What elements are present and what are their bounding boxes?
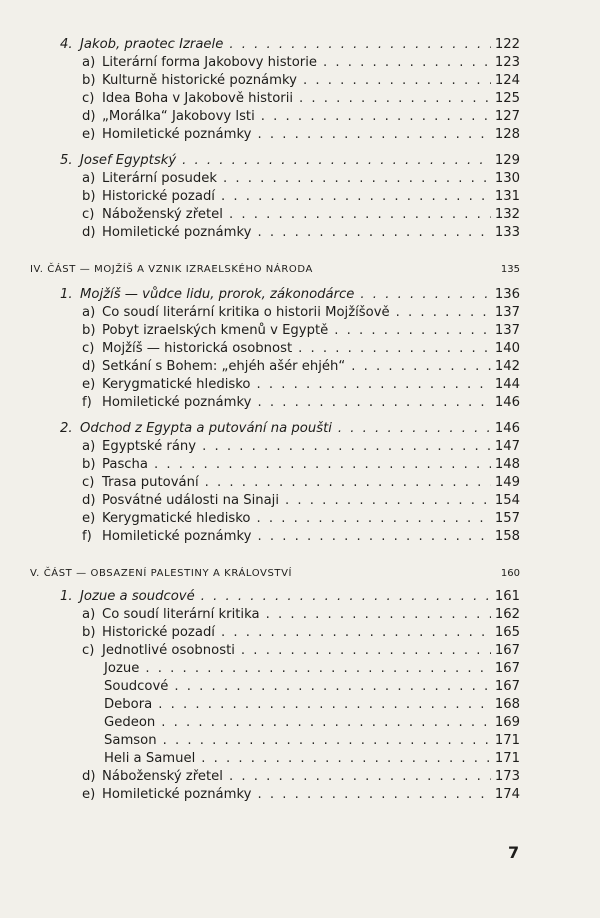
- dot-leader: [229, 768, 491, 786]
- entry-number: e): [82, 787, 96, 802]
- toc-entry: [60, 678, 520, 696]
- entry-number: d): [82, 359, 96, 374]
- toc-entry: [60, 304, 520, 322]
- toc-entry: [60, 768, 520, 786]
- toc-entry: [60, 510, 520, 528]
- entry-page-number: 167: [494, 661, 520, 676]
- entry-page-number: 161: [494, 589, 520, 604]
- dot-leader: [303, 72, 491, 90]
- entry-title: Historické pozadí: [102, 189, 215, 204]
- entry-number: d): [82, 769, 96, 784]
- entry-title: Kerygmatické hledisko: [102, 377, 251, 392]
- entry-number: a): [82, 55, 96, 70]
- entry-page-number: 127: [494, 109, 520, 124]
- entry-number: a): [82, 171, 96, 186]
- entry-page-number: 167: [494, 643, 520, 658]
- dot-leader: [285, 492, 491, 510]
- entry-title: Jozue: [104, 661, 140, 676]
- entry-title: Kulturně historické poznámky: [102, 73, 297, 88]
- toc-entry: [60, 750, 520, 768]
- entry-page-number: 124: [494, 73, 520, 88]
- dot-leader: [201, 750, 491, 768]
- entry-page-number: 157: [494, 511, 520, 526]
- page-number: 7: [508, 843, 520, 862]
- entry-page-number: 169: [494, 715, 520, 730]
- toc-entry: [60, 126, 520, 144]
- entry-page-number: 128: [494, 127, 520, 142]
- entry-page-number: 162: [494, 607, 520, 622]
- toc-section-jakob: [60, 36, 520, 144]
- entry-title: Homiletické poznámky: [102, 787, 252, 802]
- part-page-number: 135: [500, 264, 520, 275]
- entry-number: a): [82, 305, 96, 320]
- entry-page-number: 131: [494, 189, 520, 204]
- dot-leader: [241, 642, 491, 660]
- toc-entry: [60, 170, 520, 188]
- toc-entry: [60, 624, 520, 642]
- toc-entry: [60, 286, 520, 304]
- entry-title: Trasa putování: [102, 475, 199, 490]
- entry-number: 4.: [60, 37, 73, 52]
- entry-number: d): [82, 493, 96, 508]
- entry-title: Literární posudek: [102, 171, 217, 186]
- entry-title: Debora: [104, 697, 153, 712]
- entry-title: Homiletické poznámky: [102, 127, 252, 142]
- dot-leader: [351, 358, 491, 376]
- entry-title: Historické pozadí: [102, 625, 215, 640]
- entry-page-number: 137: [494, 323, 520, 338]
- toc-entry: [60, 54, 520, 72]
- dot-leader: [154, 456, 491, 474]
- dot-leader: [229, 206, 491, 224]
- entry-title: Kerygmatické hledisko: [102, 511, 251, 526]
- dot-leader: [334, 322, 491, 340]
- entry-page-number: 146: [494, 395, 520, 410]
- entry-page-number: 132: [494, 207, 520, 222]
- entry-title: Literární forma Jakobovy historie: [102, 55, 317, 70]
- entry-number: f): [82, 395, 92, 410]
- entry-number: c): [82, 475, 95, 490]
- toc-section-josef: [60, 152, 520, 242]
- dot-leader: [257, 224, 490, 242]
- entry-page-number: 129: [494, 153, 520, 168]
- entry-number: c): [82, 91, 95, 106]
- entry-page-number: 171: [494, 733, 520, 748]
- entry-page-number: 122: [494, 37, 520, 52]
- entry-title: Náboženský zřetel: [102, 769, 223, 784]
- entry-number: b): [82, 457, 96, 472]
- dot-leader: [161, 714, 491, 732]
- dot-leader: [221, 188, 491, 206]
- entry-title: Setkání s Bohem: „ehjéh ašér ehjéh“: [102, 359, 346, 374]
- entry-page-number: 147: [494, 439, 520, 454]
- entry-title: Jozue a soudcové: [80, 589, 195, 604]
- dot-leader: [257, 786, 490, 804]
- dot-leader: [256, 510, 490, 528]
- part-page-number: 160: [500, 568, 520, 579]
- entry-title: Náboženský zřetel: [102, 207, 223, 222]
- entry-page-number: 168: [494, 697, 520, 712]
- toc-entry: [60, 642, 520, 660]
- dot-leader: [221, 624, 491, 642]
- dot-leader: [323, 54, 491, 72]
- toc-entry: [60, 786, 520, 804]
- toc-entry: [60, 224, 520, 242]
- toc-entry: [60, 206, 520, 224]
- part-heading-iv: [30, 264, 520, 275]
- entry-title: Egyptské rány: [102, 439, 197, 454]
- entry-number: d): [82, 109, 96, 124]
- entry-page-number: 137: [494, 305, 520, 320]
- dot-leader: [223, 170, 491, 188]
- entry-number: a): [82, 439, 96, 454]
- entry-number: b): [82, 323, 96, 338]
- entry-number: a): [82, 607, 96, 622]
- dot-leader: [257, 126, 490, 144]
- dot-leader: [298, 340, 491, 358]
- toc-entry: [60, 456, 520, 474]
- entry-title: Gedeon: [104, 715, 156, 730]
- entry-title: Posvátné události na Sinaji: [102, 493, 280, 508]
- dot-leader: [182, 152, 491, 170]
- dot-leader: [338, 420, 491, 438]
- dot-leader: [257, 528, 490, 546]
- toc-entry: [60, 696, 520, 714]
- entry-page-number: 154: [494, 493, 520, 508]
- toc-section-mojzis: [60, 286, 520, 412]
- toc-entry: [60, 358, 520, 376]
- entry-title: Mojžíš — historická osobnost: [102, 341, 293, 356]
- entry-number: b): [82, 625, 96, 640]
- entry-page-number: 158: [494, 529, 520, 544]
- dot-leader: [299, 90, 491, 108]
- entry-page-number: 142: [494, 359, 520, 374]
- entry-number: 5.: [60, 153, 73, 168]
- entry-title: Homiletické poznámky: [102, 395, 252, 410]
- toc-entry: [60, 492, 520, 510]
- entry-number: b): [82, 73, 96, 88]
- entry-title: Josef Egyptský: [80, 153, 177, 168]
- entry-page-number: 146: [494, 421, 520, 436]
- toc-entry: [60, 376, 520, 394]
- entry-page-number: 173: [494, 769, 520, 784]
- entry-number: 1.: [60, 589, 73, 604]
- toc-entry: [60, 340, 520, 358]
- entry-page-number: 165: [494, 625, 520, 640]
- entry-number: e): [82, 377, 96, 392]
- dot-leader: [145, 660, 490, 678]
- entry-page-number: 136: [494, 287, 520, 302]
- toc-section-jozue: [60, 588, 520, 804]
- toc-entry: [60, 732, 520, 750]
- entry-number: b): [82, 189, 96, 204]
- dot-leader: [396, 304, 491, 322]
- entry-title: Jakob, praotec Izraele: [80, 37, 224, 52]
- entry-number: e): [82, 511, 96, 526]
- entry-title: Homiletické poznámky: [102, 529, 252, 544]
- dot-leader: [202, 438, 491, 456]
- dot-leader: [229, 36, 491, 54]
- entry-number: c): [82, 643, 95, 658]
- entry-number: 2.: [60, 421, 73, 436]
- entry-title: Soudcové: [104, 679, 169, 694]
- dot-leader: [360, 286, 490, 304]
- toc-entry: [60, 152, 520, 170]
- entry-title: Pobyt izraelských kmenů v Egyptě: [102, 323, 329, 338]
- toc-entry: [60, 394, 520, 412]
- entry-number: 1.: [60, 287, 73, 302]
- dot-leader: [205, 474, 491, 492]
- dot-leader: [174, 678, 490, 696]
- entry-title: Homiletické poznámky: [102, 225, 252, 240]
- toc-entry: [60, 420, 520, 438]
- entry-title: Samson: [104, 733, 157, 748]
- toc-entry: [60, 108, 520, 126]
- entry-page-number: 123: [494, 55, 520, 70]
- dot-leader: [266, 606, 491, 624]
- toc-entry: [60, 714, 520, 732]
- dot-leader: [158, 696, 491, 714]
- entry-page-number: 125: [494, 91, 520, 106]
- entry-title: Co soudí literární kritika: [102, 607, 260, 622]
- entry-number: c): [82, 341, 95, 356]
- dot-leader: [261, 108, 491, 126]
- part-heading-v: [30, 568, 520, 579]
- toc-entry: [60, 36, 520, 54]
- dot-leader: [201, 588, 491, 606]
- toc-entry: [60, 588, 520, 606]
- entry-number: d): [82, 225, 96, 240]
- dot-leader: [163, 732, 491, 750]
- toc-entry: [60, 188, 520, 206]
- entry-title: Co soudí literární kritika o historii Mojžíšově: [102, 305, 390, 320]
- toc-entry: [60, 528, 520, 546]
- entry-page-number: 133: [494, 225, 520, 240]
- entry-title: „Morálka“ Jakobovy lsti: [102, 109, 255, 124]
- toc-entry: [60, 606, 520, 624]
- toc-entry: [60, 322, 520, 340]
- entry-page-number: 171: [494, 751, 520, 766]
- toc-entry: [60, 72, 520, 90]
- entry-title: Mojžíš — vůdce lidu, prorok, zákonodárce: [80, 287, 355, 302]
- dot-leader: [257, 394, 490, 412]
- entry-title: Odchod z Egypta a putování na poušti: [80, 421, 332, 436]
- dot-leader: [256, 376, 490, 394]
- entry-page-number: 174: [494, 787, 520, 802]
- entry-page-number: 149: [494, 475, 520, 490]
- entry-page-number: 140: [494, 341, 520, 356]
- toc-entry: [60, 660, 520, 678]
- entry-title: Heli a Samuel: [104, 751, 196, 766]
- entry-number: c): [82, 207, 95, 222]
- entry-page-number: 130: [494, 171, 520, 186]
- entry-title: Pascha: [102, 457, 149, 472]
- entry-page-number: 148: [494, 457, 520, 472]
- entry-page-number: 144: [494, 377, 520, 392]
- part-title: V. ČÁST — OBSAZENÍ PALESTINY A KRÁLOVSTVÍ: [30, 568, 293, 579]
- entry-number: f): [82, 529, 92, 544]
- entry-number: e): [82, 127, 96, 142]
- entry-title: Jednotlivé osobnosti: [102, 643, 235, 658]
- entry-title: Idea Boha v Jakobově historii: [102, 91, 294, 106]
- entry-page-number: 167: [494, 679, 520, 694]
- toc-section-odchod: [60, 420, 520, 546]
- toc-entry: [60, 438, 520, 456]
- toc-entry: [60, 90, 520, 108]
- part-title: IV. ČÁST — MOJŽÍŠ A VZNIK IZRAELSKÉHO NÁRODA: [30, 264, 313, 275]
- toc-entry: [60, 474, 520, 492]
